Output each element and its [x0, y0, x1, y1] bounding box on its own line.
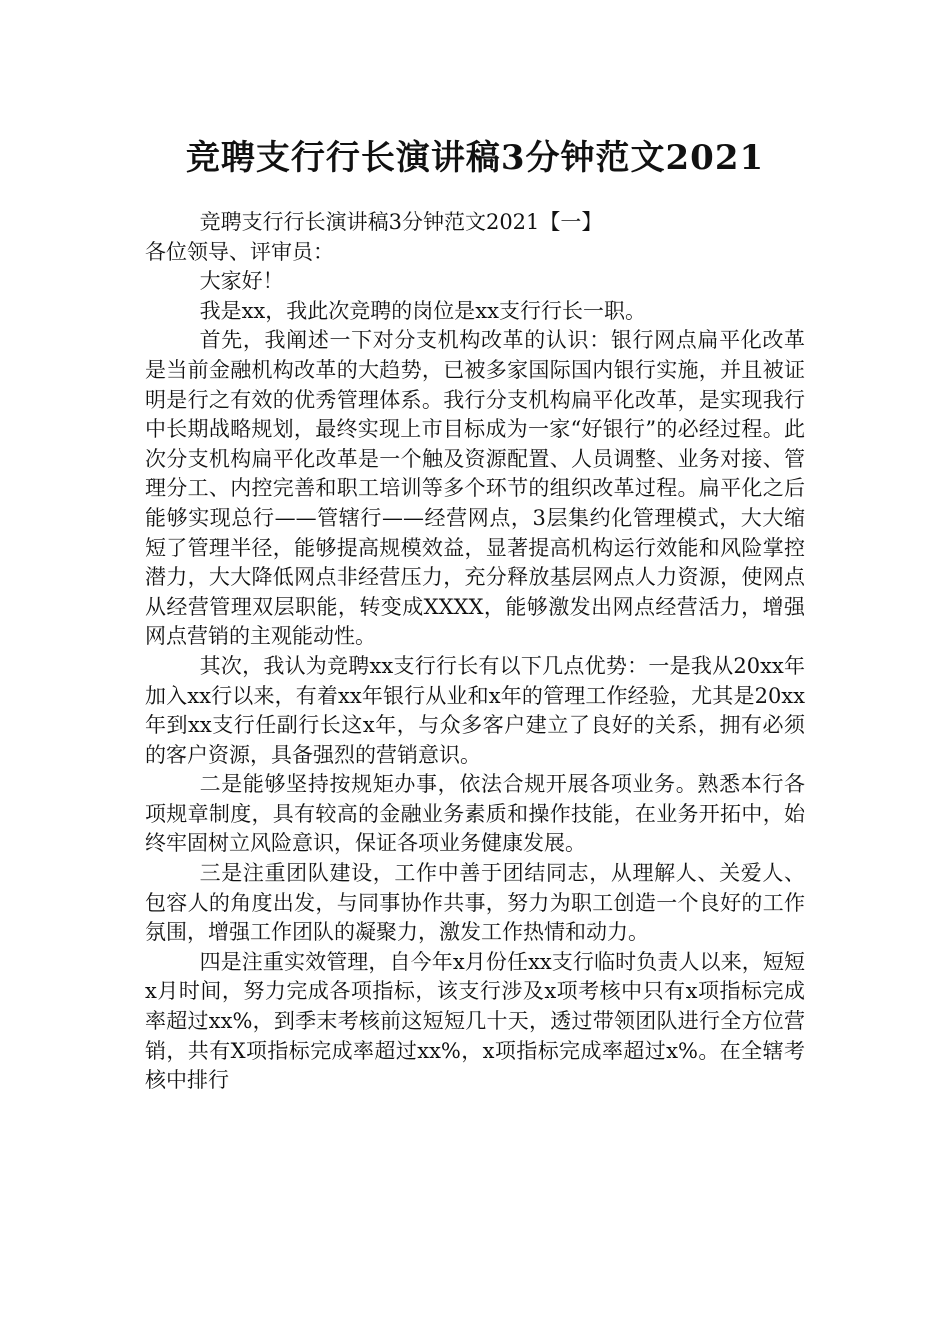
body-paragraph: 二是能够坚持按规矩办事，依法合规开展各项业务。熟悉本行各项规章制度，具有较高的金融业务素质和操作技能，在业务开拓中，始终牢固树立风险意识，保证各项业务健康发展。: [145, 772, 805, 856]
body-paragraph: 三是注重团队建设，工作中善于团结同志，从理解人、关爱人、包容人的角度出发，与同事协作共事，努力为职工创造一个良好的工作氛围，增强工作团队的凝聚力，激发工作热情和动力。: [145, 861, 805, 945]
salutation: 各位领导、评审员：: [145, 239, 334, 264]
greeting: 大家好！: [199, 269, 284, 294]
document-title: 竞聘支行行长演讲稿3分钟范文2021: [185, 138, 765, 178]
body-paragraph: 我是xx，我此次竞聘的岗位是xx支行行长一职。: [199, 298, 646, 323]
body-paragraph: 首先，我阐述一下对分支机构改革的认识：银行网点扁平化改革是当前金融机构改革的大趋势，已被多家国际国内银行实施，并且被证明是行之有效的优秀管理体系。我行分支机构扁平化改革，是实现我行中长期战略规划，最终实现上市目标成为一家“好银行”的必经过程。此次分支机构扁平化改革是一个触及资源配置、人员调整、业务对接、管理分工、内控完善和职工培训等多个环节的组织改革过程。扁平化之后能够实现总行——管辖行——经营网点，3层集约化管理模式，大大缩短了管理半径，能够提高规模效益，显著提高机构运行效能和风险掌控潜力，大大降低网点非经营压力，充分释放基层网点人力资源，使网点从经营管理双层职能，转变成XXXX，能够激发出网点经营活力，增强网点营销的主观能动性。: [145, 328, 805, 649]
document-body: [145, 208, 805, 1096]
body-paragraph: 其次，我认为竞聘xx支行行长有以下几点优势：一是我从20xx年加入xx行以来，有着xx年银行从业和x年的管理工作经验，尤其是20xx年到xx支行任副行长这x年，与众多客户建立了良好的关系，拥有必须的客户资源，具备强烈的营销意识。: [145, 653, 805, 767]
section-heading: 竞聘支行行长演讲稿3分钟范文2021【一】: [199, 210, 603, 234]
body-paragraph: 四是注重实效管理，自今年x月份任xx支行临时负责人以来，短短x月时间，努力完成各项指标，该支行涉及x项考核中只有x项指标完成率超过xx%，到季末考核前这短短几十天，透过带领团队进行全方位营销，共有X项指标完成率超过xx%，x项指标完成率超过x%。在全辖考核中排行: [145, 949, 805, 1093]
